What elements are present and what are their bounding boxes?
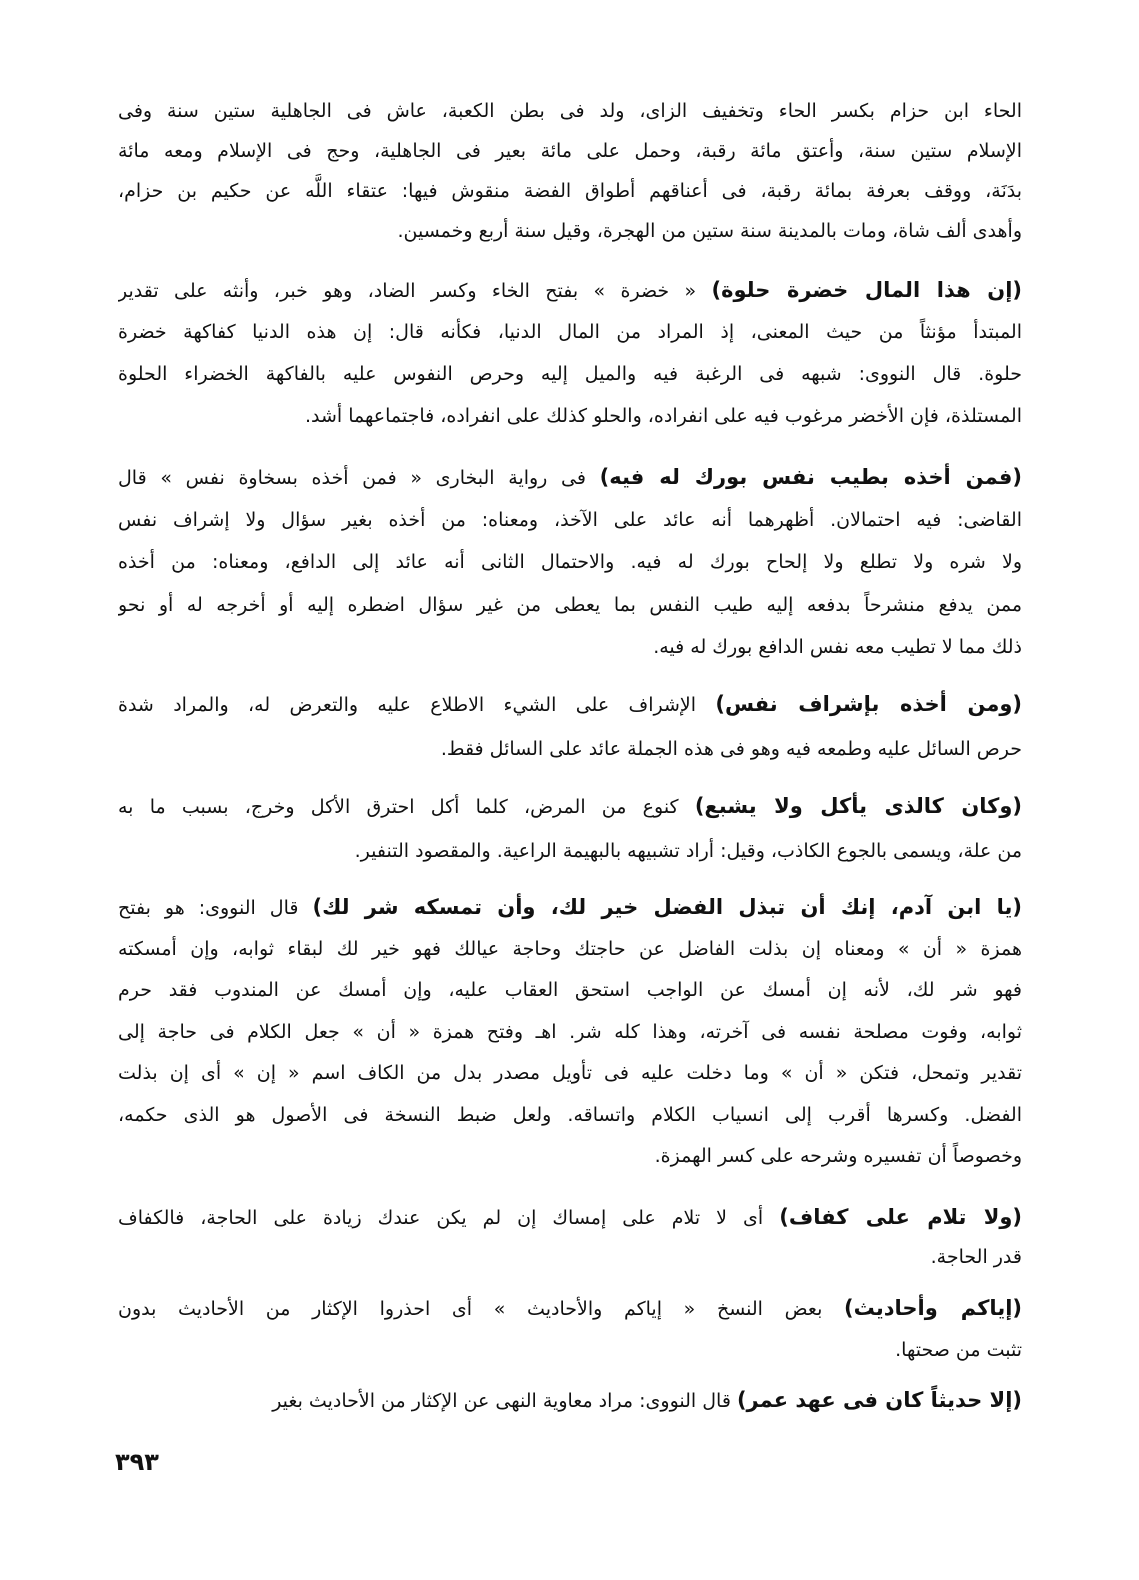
line-text: تقدير وتمحل، فتكن « أن » وما دخلت عليه فى تأويل مصدر بدل من الكاف اسم « إن » أى إن بذلت [118, 1062, 1022, 1084]
text-line [118, 1012, 1022, 1054]
line-text: تثبت من صحتها. [895, 1339, 1022, 1361]
text-line [118, 929, 1022, 971]
line-text: قدر الحاجة. [930, 1246, 1022, 1268]
line-text: ممن يدفع منشرحاً بدفعه إليه طيب النفس بما يعطى من غير سؤال اضطره إليه أو أخرجه له أو نحو [118, 593, 1022, 616]
text-line [118, 887, 1022, 929]
line-text: المستلذة، فإن الأخضر مرغوب فيه على انفراده، والحلو كذلك على انفراده، فاجتماعهما أشد. [304, 405, 1022, 427]
hadith-quote-heading: (ومن أخذه بإشراف نفس) [715, 692, 1022, 716]
text-line [118, 584, 1022, 627]
line-text: وخصوصاً أن تفسيره وشرحه على كسر الهمزة. [654, 1145, 1022, 1167]
line-text: المبتدأ مؤنثاً من حيث المعنى، إذ المراد من المال الدنيا، فكأنه قال: إن هذه الدنيا كفاكهة خضرة [118, 321, 1022, 343]
text-line [118, 131, 1022, 171]
paragraph [118, 1379, 1022, 1421]
text-line [118, 1287, 1022, 1329]
line-text: ولا شره ولا تطلع ولا إلحاح بورك له فيه. والاحتمال الثانى أنه عائد إلى الدافع، ومعناه: من أخذه [118, 551, 1022, 573]
line-text: الإشراف على الشيء الاطلاع عليه والتعرض له، والمراد شدة [118, 694, 716, 716]
text-line [118, 353, 1022, 395]
hadith-quote-heading: (ولا تلام على كفاف) [779, 1205, 1022, 1229]
text-line [118, 626, 1022, 669]
line-text: أى لا تلام على إمساك إن لم يكن عندك زيادة على الحاجة، فالكفاف [118, 1207, 780, 1229]
text-line [118, 91, 1022, 131]
line-text: من علة، ويسمى بالجوع الكاذب، وقيل: أراد تشبيهه بالبهيمة الراعية. والمقصود التنفير. [354, 840, 1022, 862]
text-line [118, 829, 1022, 874]
line-text: الحاء ابن حزام بكسر الحاء وتخفيف الزاى، ولد فى بطن الكعبة، عاش فى الجاهلية ستين سنة وفى [118, 100, 1022, 122]
hadith-quote-heading: (وكان كالذى يأكل ولا يشبع) [694, 794, 1022, 818]
text-line [118, 456, 1022, 499]
paragraph [118, 1197, 1022, 1277]
text-line [118, 1237, 1022, 1277]
hadith-quote-heading: (فمن أخذه بطيب نفس بورك له فيه) [599, 465, 1022, 489]
text-line [118, 541, 1022, 584]
paragraph [118, 1287, 1022, 1371]
page-number: ٣٩٣ [115, 1448, 159, 1476]
hadith-quote-heading: (إن هذا المال خضرة حلوة) [711, 278, 1022, 302]
paragraph [118, 887, 1022, 1178]
line-text: الإسلام ستين سنة، وأعتق مائة رقبة، وحمل على مائة بعير فى الجاهلية، وحج فى الإسلام ومعه مائة [118, 140, 1022, 162]
paragraph [118, 682, 1022, 772]
text-line [118, 499, 1022, 542]
line-text: القاضى: فيه احتمالان. أظهرهما أنه عائد على الآخذ، ومعناه: من أخذه بغير سؤال ولا إشراف نفس [118, 508, 1022, 531]
line-text: فى رواية البخارى « فمن أخذه بسخاوة نفس » قال [118, 467, 600, 489]
line-text: ذلك مما لا تطيب معه نفس الدافع بورك له فيه. [653, 636, 1022, 658]
paragraph [118, 784, 1022, 874]
line-text: « خضرة » بفتح الخاء وكسر الضاد، وهو خبر، وأنثه على تقدير [118, 280, 712, 302]
paragraph [118, 456, 1022, 669]
line-text: بدَنَة، ووقف بعرفة بمائة رقبة، فى أعناقهم أطواق الفضة منقوش فيها: عتقاء اللَّه عن حكيم بن حزام، [118, 180, 1022, 202]
text-line [118, 269, 1022, 311]
text-line [118, 1329, 1022, 1371]
text-line [118, 1379, 1022, 1421]
line-text: ثوابه، وفوت مصلحة نفسه فى آخرته، وهذا كله شر. اهـ وفتح همزة « أن » جعل الكلام فى حاجة إلى [118, 1020, 1022, 1043]
text-line [118, 395, 1022, 437]
text-line [118, 727, 1022, 772]
paragraph [118, 91, 1022, 251]
text-line [118, 682, 1022, 727]
hadith-quote-heading: (إلا حديثاً كان فى عهد عمر) [736, 1388, 1022, 1412]
line-text: وأهدى ألف شاة، ومات بالمدينة سنة ستين من الهجرة، وقيل سنة أربع وخمسين. [397, 220, 1022, 242]
hadith-quote-heading: (يا ابن آدم، إنك أن تبذل الفضل خير لك، وأن تمسكه شر لك) [312, 895, 1022, 919]
line-text: حلوة. قال النووى: شبهه فى الرغبة فيه والميل إليه وحرص النفوس عليه بالفاكهة الخضراء الحلوة [118, 363, 1022, 385]
text-line [118, 311, 1022, 353]
line-text: كنوع من المرض، كلما أكل احترق الأكل وخرج، بسبب ما به [118, 796, 695, 818]
text-line [118, 171, 1022, 211]
line-text: همزة « أن » ومعناه إن بذلت الفاضل عن حاجتك وحاجة عيالك فهو خير لك لبقاء ثوابه، وإن أمسكته [118, 937, 1022, 960]
hadith-quote-heading: (إياكم وأحاديث) [844, 1296, 1022, 1320]
text-line [118, 970, 1022, 1012]
line-text: حرص السائل عليه وطمعه فيه وهو فى هذه الجملة عائد على السائل فقط. [440, 738, 1022, 760]
text-line [118, 1053, 1022, 1095]
text-line [118, 1095, 1022, 1137]
line-text: فهو شر لك، لأنه إن أمسك عن الواجب استحق العقاب عليه، وإن أمسك عن المندوب فقد حرم [118, 979, 1022, 1001]
text-line [118, 784, 1022, 829]
line-text: قال النووى: هو بفتح [118, 897, 313, 919]
text-line [118, 1197, 1022, 1237]
line-text: بعض النسخ « إياكم والأحاديث » أى احذروا الإكثار من الأحاديث بدون [118, 1298, 845, 1320]
paragraph [118, 269, 1022, 437]
line-text: قال النووى: مراد معاوية النهى عن الإكثار من الأحاديث بغير [272, 1390, 737, 1412]
text-line [118, 1136, 1022, 1178]
line-text: الفضل. وكسرها أقرب إلى انسياب الكلام واتساقه. ولعل ضبط النسخة فى الأصول هو الذى حكمه، [118, 1103, 1022, 1126]
text-line [118, 211, 1022, 251]
